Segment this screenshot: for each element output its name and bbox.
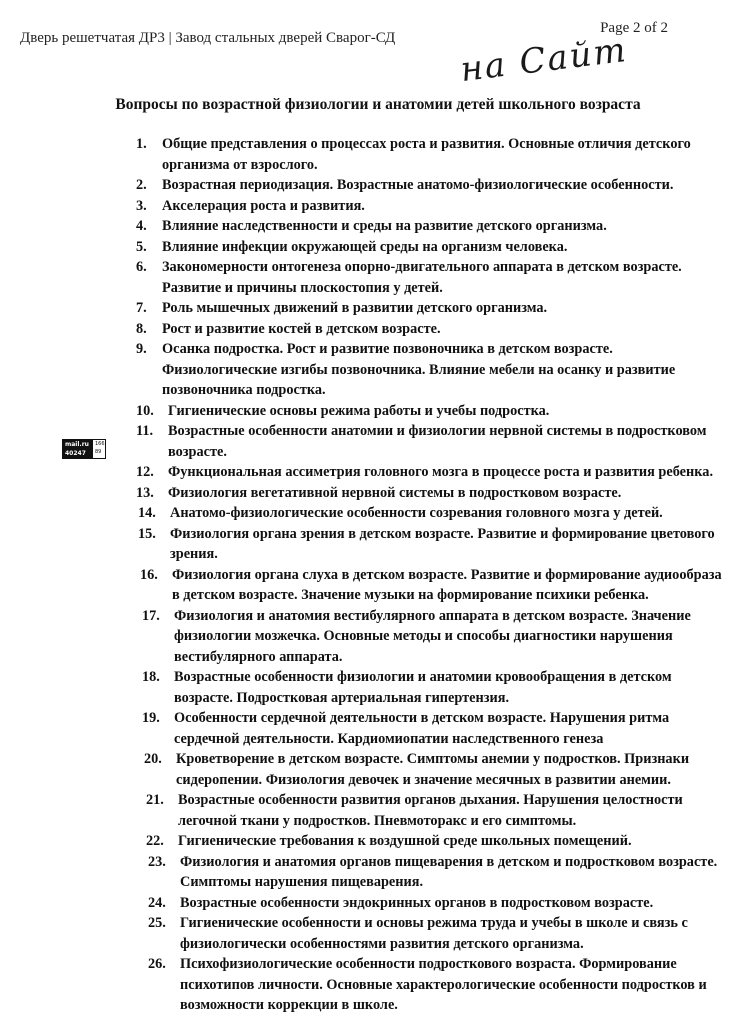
handwritten-note: на Сайт — [458, 29, 630, 91]
question-item: 15. Физиология органа зрения в детском возрасте. Развитие и формирование цветового зрения. — [138, 525, 715, 562]
question-item: 24. Возрастные особенности эндокринных органов в подростковом возрасте. — [148, 894, 654, 911]
question-item: 14. Анатомо-физиологические особенности созревания головного мозга у детей. — [138, 505, 663, 521]
question-item: 5. Влияние инфекции окружающей среды на организм человека. — [136, 238, 568, 255]
question-item: 18. Возрастные особенности физиологии и анатомии кровообращения в детском возрасте. Подростковая артериальная гипертензия. — [142, 669, 672, 706]
question-item: 19. Особенности сердечной деятельности в детском возрасте. Нарушения ритма сердечной деятельности. Кардиомиопатии наследственного генеза — [142, 710, 670, 747]
questions-list — [130, 134, 730, 1016]
question-item: 22. Гигиенические требования к воздушной среде школьных помещений. — [146, 833, 632, 849]
question-item: 8. Рост и развитие костей в детском возрасте. — [136, 320, 441, 337]
question-item: 16. Физиология органа слуха в детском возрасте. Развитие и формирование аудиообраза в детском возрасте. Значение музыки на формирование психики ребенка. — [140, 566, 722, 603]
question-item: 23. Физиология и анатомия органов пищеварения в детском и подростковом возрасте. Симптомы нарушения пищеварения. — [148, 853, 718, 890]
page-number: Page 2 of 2 — [600, 20, 668, 36]
question-item: 7. Роль мышечных движений в развитии детского организма. — [136, 300, 548, 316]
question-item: 3. Акселерация роста и развития. — [136, 197, 365, 214]
question-item: 20. Кроветворение в детском возрасте. Симптомы анемии у подростков. Признаки сидеропении. Физиология девочек и значение месячных в развитии анемии. — [144, 751, 690, 788]
question-item: 17. Физиология и анатомия вестибулярного аппарата в детском возрасте. Значение физиологии мозжечка. Основные методы и способы диагностики нарушения вестибулярного аппарата. — [142, 607, 691, 665]
mailru-logo-icon: mail.ru 40247 — [63, 440, 93, 458]
question-item: 1. Общие представления о процессах роста и развития. Основные отличия детского организма от взрослого. — [136, 136, 691, 173]
document-title: Вопросы по возрастной физиологии и анатомии детей школьного возраста — [115, 96, 641, 113]
question-item: 26. Психофизиологические особенности подросткового возраста. Формирование психотипов личности. Основные характерологические особенности подростков и возможности коррекции в школе. — [148, 956, 707, 1013]
question-item: 25. Гигиенические особенности и основы режима труда и учебы в школе и связь с физиологически особенностями развития детского организма. — [148, 915, 688, 952]
question-item: 21. Возрастные особенности развития органов дыхания. Нарушения целостности легочной ткани у подростков. Пневмоторакс и его симптомы. — [146, 792, 683, 829]
question-item: 11. Возрастные особенности анатомии и физиологии нервной системы в подростковом возрасте. — [136, 423, 707, 460]
question-item: 10. Гигиенические основы режима работы и учебы подростка. — [136, 402, 550, 419]
question-item: 6. Закономерности онтогенеза опорно-двигательного аппарата в детском возрасте. Развитие и причины плоскостопия у детей. — [136, 259, 682, 296]
question-item: 13. Физиология вегетативной нервной системы в подростковом возрасте. — [136, 484, 622, 501]
question-item: 12. Функциональная ассиметрия головного мозга в процессе роста и развития ребенка. — [136, 464, 714, 480]
counter-values: 166 89 — [95, 441, 105, 455]
question-item: 2. Возрастная периодизация. Возрастные анатомо-физиологические особенности. — [136, 177, 674, 193]
question-item: 9. Осанка подростка. Рост и развитие позвоночника в детском возрасте. Физиологические изгибы позвоночника. Влияние мебели на осанку и развитие позвоночника подростка. — [136, 341, 676, 398]
question-item: 4. Влияние наследственности и среды на развитие детского организма. — [136, 218, 607, 234]
running-header: Дверь решетчатая ДР3 | Завод стальных дверей Сварог-СД — [20, 30, 396, 46]
mailru-counter-badge[interactable] — [62, 439, 106, 459]
